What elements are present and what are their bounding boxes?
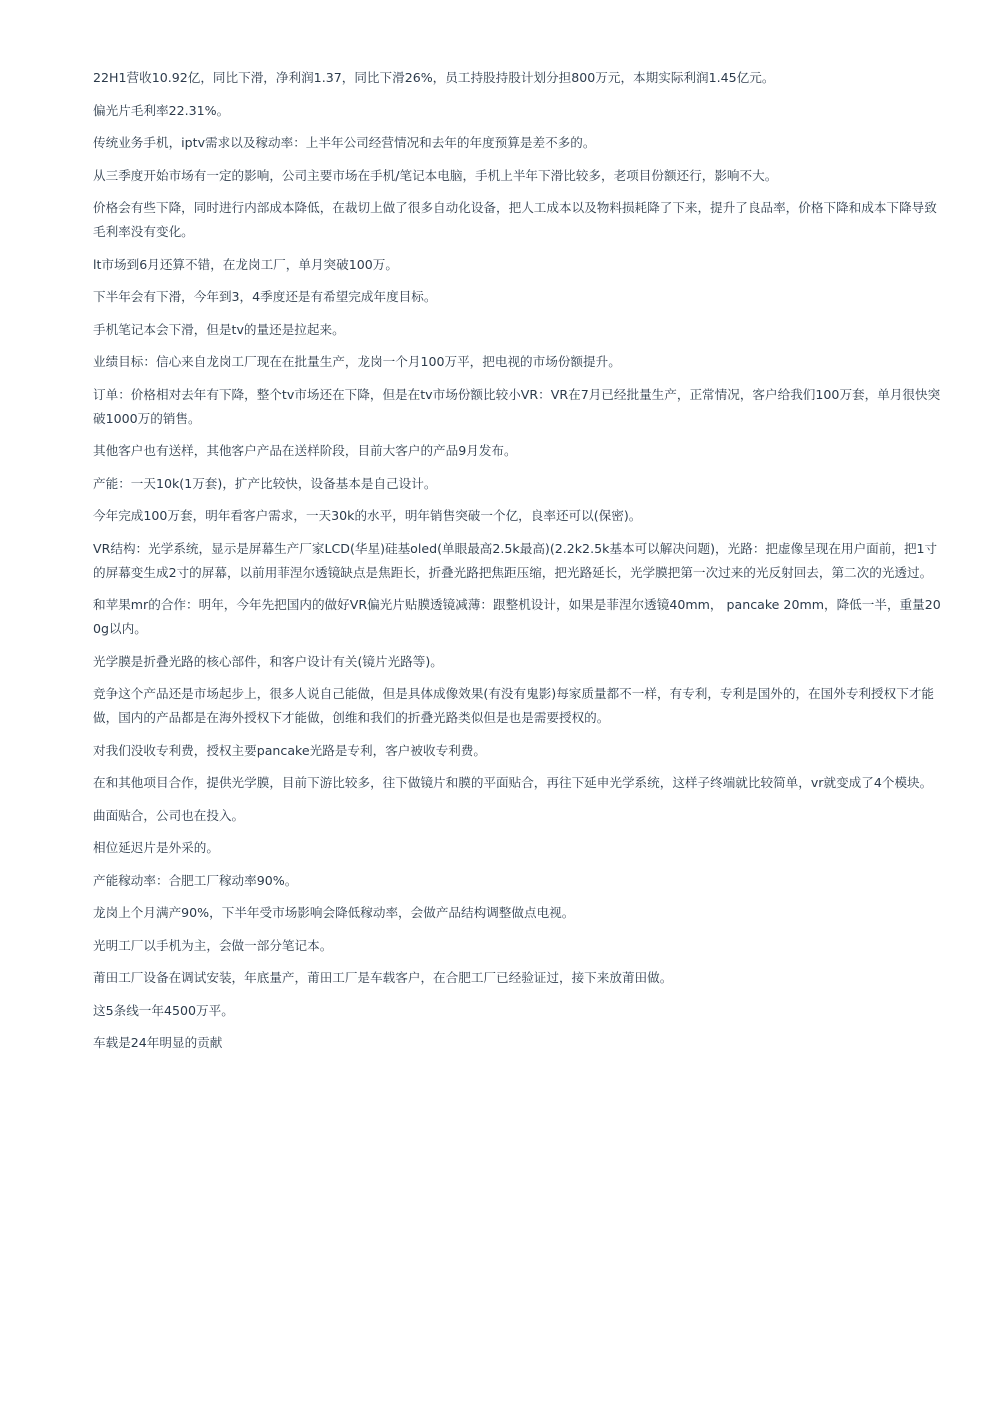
paragraph: 其他客户也有送样，其他客户产品在送样阶段，目前大客户的产品9月发布。 xyxy=(93,443,517,458)
paragraph: 偏光片毛利率22.31%。 xyxy=(93,102,230,118)
paragraph: VR结构：光学系统，显示是屏幕生产厂家LCD(华星)硅基oled(单眼最高2.5k最高)(2.2k2.5k基本可以解决问题)，光路：把虚像呈现在用户面前，把1寸的屏幕变生成2寸的屏幕，以前用菲涅尔透镜缺点是焦距长，折叠光路把焦距压缩，把光路延长，光学膜把第一次过来的光反射回去，第二次的光透过。 xyxy=(93,540,938,580)
paragraph: 光明工厂以手机为主，会做一部分笔记本。 xyxy=(93,937,333,953)
paragraph: 产能稼动率：合肥工厂稼动率90%。 xyxy=(93,872,298,888)
document-body xyxy=(93,66,945,1064)
paragraph: 手机笔记本会下滑，但是tv的量还是拉起来。 xyxy=(93,321,345,337)
paragraph: lt市场到6月还算不错，在龙岗工厂，单月突破100万。 xyxy=(93,256,398,272)
paragraph: 莆田工厂设备在调试安装，年底量产，莆田工厂是车载客户，在合肥工厂已经验证过，接下来放莆田做。 xyxy=(93,970,673,985)
paragraph: 今年完成100万套，明年看客户需求，一天30k的水平，明年销售突破一个亿，良率还可以(保密)。 xyxy=(93,508,642,523)
paragraph: 对我们没收专利费，授权主要pancake光路是专利，客户被收专利费。 xyxy=(93,742,486,758)
paragraph: 竞争这个产品还是市场起步上，很多人说自己能做，但是具体成像效果(有没有鬼影)每家质量都不一样，有专利，专利是国外的，在国外专利授权下才能做，国内的产品都是在海外授权下才能做，创维和我们的折叠光路类似但是也是需要授权的。 xyxy=(93,686,935,725)
paragraph: 车载是24年明显的贡献 xyxy=(93,1035,223,1050)
paragraph: 下半年会有下滑，今年到3，4季度还是有希望完成年度目标。 xyxy=(93,289,437,304)
paragraph: 在和其他项目合作，提供光学膜，目前下游比较多，往下做镜片和膜的平面贴合，再往下延申光学系统，这样子终端就比较简单，vr就变成了4个模块。 xyxy=(93,775,933,790)
paragraph: 产能：一天10k(1万套)，扩产比较快，设备基本是自己设计。 xyxy=(93,475,437,491)
paragraph: 传统业务手机，iptv需求以及稼动率：上半年公司经营情况和去年的年度预算是差不多的。 xyxy=(93,135,596,150)
paragraph: 业绩目标：信心来自龙岗工厂现在在批量生产，龙岗一个月100万平，把电视的市场份额提升。 xyxy=(93,354,621,369)
paragraph: 光学膜是折叠光路的核心部件，和客户设计有关(镜片光路等)。 xyxy=(93,653,443,669)
paragraph: 和苹果mr的合作：明年，今年先把国内的做好VR偏光片贴膜透镜减薄：跟整机设计，如果是菲涅尔透镜40mm， pancake 20mm，降低一半，重量200g以内。 xyxy=(93,597,941,636)
paragraph: 相位延迟片是外采的。 xyxy=(93,840,219,855)
paragraph: 这5条线一年4500万平。 xyxy=(93,1002,234,1018)
paragraph: 从三季度开始市场有一定的影响，公司主要市场在手机/笔记本电脑，手机上半年下滑比较多，老项目份额还行，影响不大。 xyxy=(93,167,778,183)
paragraph: 价格会有些下降，同时进行内部成本降低，在裁切上做了很多自动化设备，把人工成本以及物料损耗降了下来，提升了良品率，价格下降和成本下降导致毛利率没有变化。 xyxy=(93,200,937,239)
paragraph: 订单：价格相对去年有下降，整个tv市场还在下降，但是在tv市场份额比较小VR：VR在7月已经批量生产，正常情况，客户给我们100万套，单月很快突破1000万的销售。 xyxy=(93,386,941,426)
paragraph: 曲面贴合，公司也在投入。 xyxy=(93,807,245,823)
paragraph: 22H1营收10.92亿，同比下滑，净利润1.37，同比下滑26%，员工持股持股计划分担800万元，本期实际利润1.45亿元。 xyxy=(93,70,775,85)
paragraph: 龙岗上个月满产90%，下半年受市场影响会降低稼动率，会做产品结构调整做点电视。 xyxy=(93,905,575,920)
